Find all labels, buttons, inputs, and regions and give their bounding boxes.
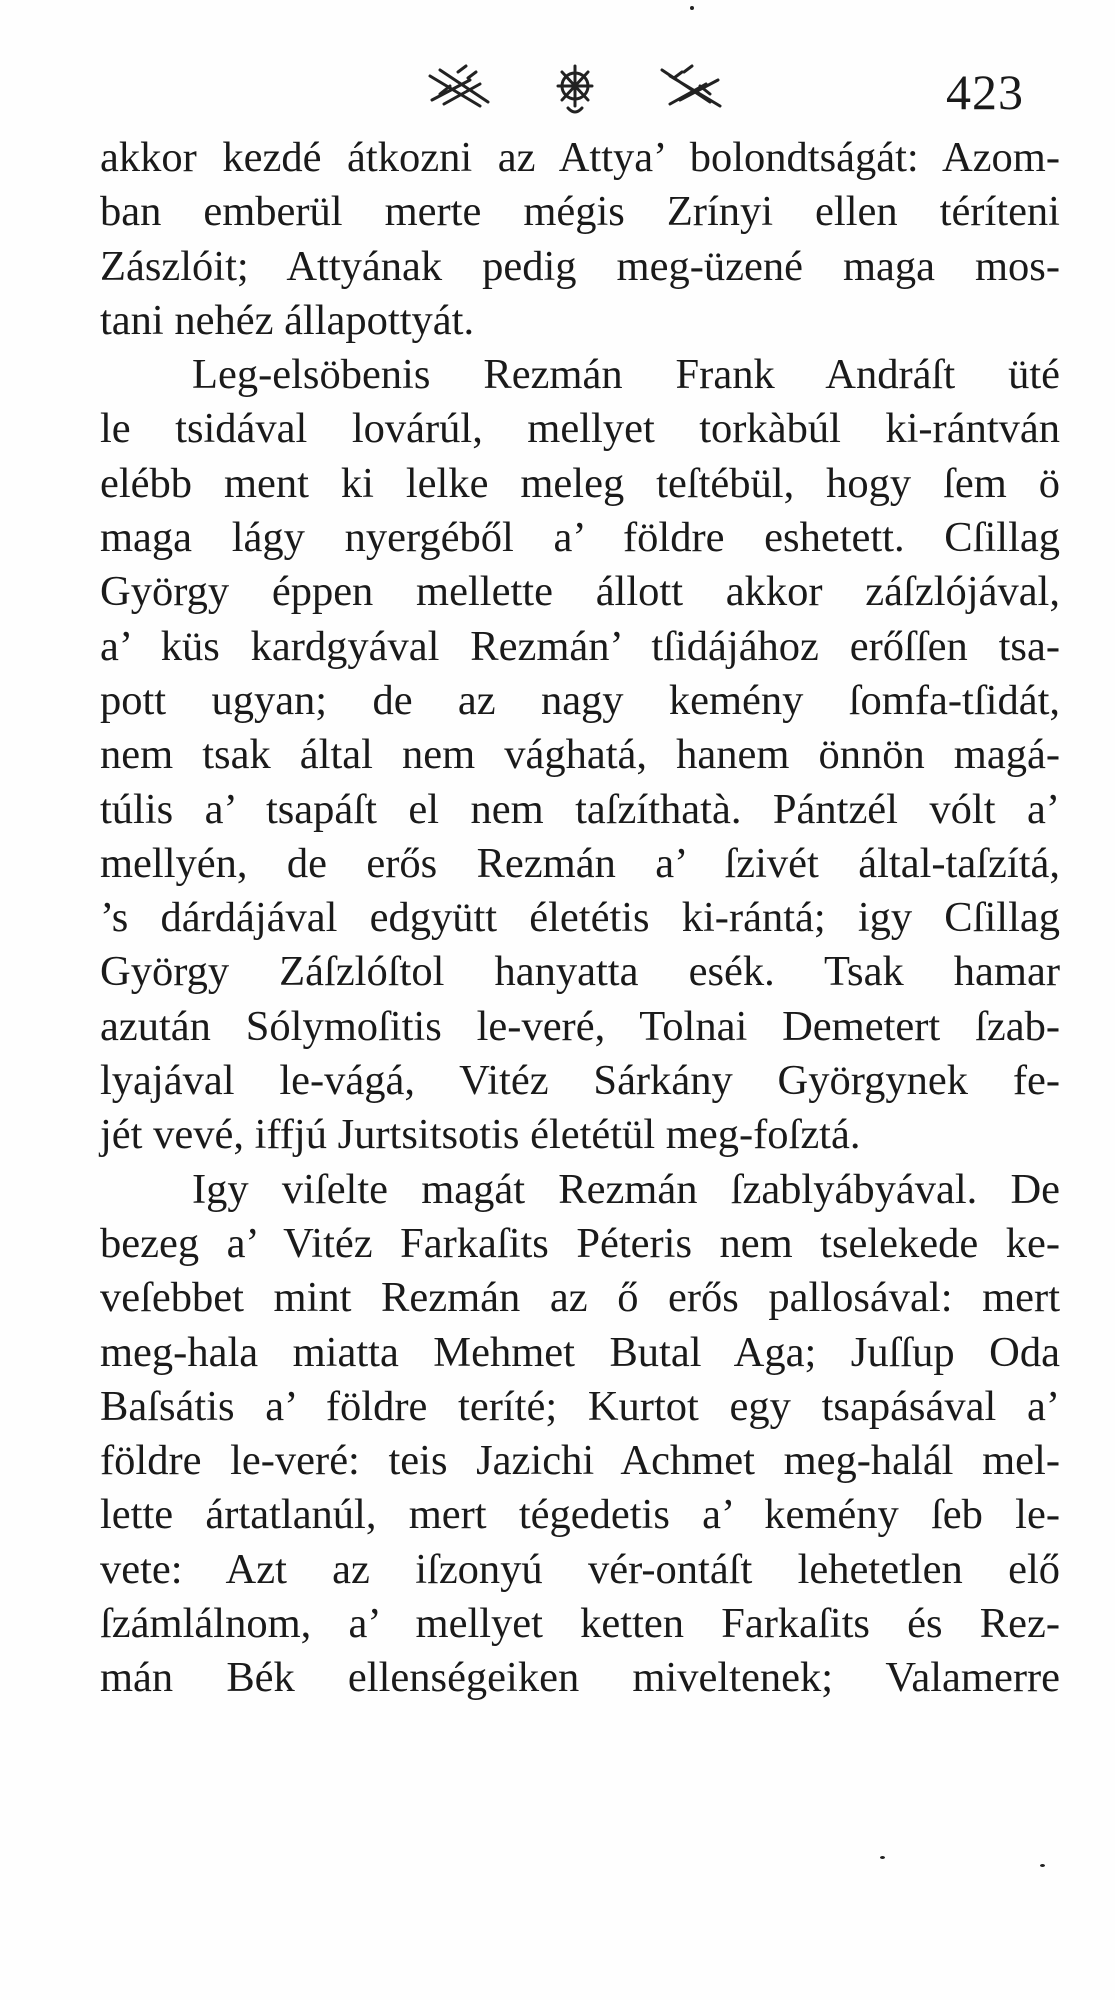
ink-speck: [690, 6, 694, 10]
ink-speck: [1040, 1864, 1045, 1867]
text-line: mán Bék ellenségeiken miveltenek; Valamerre: [100, 1654, 1060, 1702]
text-line: Baſsátis a’ földre teríté; Kurtot egy tsapásával a’: [100, 1382, 1060, 1430]
text-line: pott ugyan; de az nagy kemény ſomfa-tſidát,: [100, 676, 1060, 724]
text-line: nem tsak által nem vághatá, hanem önnön magá-: [100, 731, 1060, 779]
text-line: elébb ment ki lelke meleg teſtébül, hogy ſem ö: [100, 459, 1060, 507]
floral-headpiece-icon: [410, 58, 740, 118]
text-line: bezeg a’ Vitéz Farkaſits Péteris nem tselekede ke-: [100, 1219, 1060, 1267]
text-line: akkor kezdé átkozni az Attya’ bolondtságát: Azom-: [100, 134, 1060, 181]
body-text: [100, 131, 1060, 1706]
page-number: 423: [946, 64, 1024, 120]
text-line: Zászlóit; Attyának pedig meg-üzené maga mos-: [100, 242, 1060, 290]
text-line: ſzámlálnom, a’ mellyet ketten Farkaſits és Rez-: [100, 1600, 1060, 1648]
text-line: jét vevé, iffjú Jurtsitsotis életétül meg-foſztá.: [100, 1111, 861, 1159]
ink-speck: [880, 1856, 885, 1859]
text-line: tani nehéz állapottyát.: [100, 296, 475, 344]
text-line: ’s dárdájával edgyütt életétis ki-rántá; igy Cſillag: [100, 894, 1060, 942]
text-line: földre le-veré: teis Jazichi Achmet meg-halál mel-: [100, 1437, 1060, 1485]
text-line: ban emberül merte mégis Zrínyi ellen téríteni: [100, 188, 1060, 236]
text-line: Leg-elsöbenis Rezmán Frank Andráſt üté: [192, 351, 1060, 399]
text-line: György Záſzlóſtol hanyatta esék. Tsak hamar: [100, 948, 1060, 996]
text-line: meg-hala miatta Mehmet Butal Aga; Juſſup Oda: [100, 1328, 1060, 1376]
text-line: a’ küs kardgyával Rezmán’ tſidájához erőſſen tsa-: [100, 622, 1060, 670]
text-line: lyajával le-vágá, Vitéz Sárkány Györgynek fe-: [100, 1057, 1060, 1105]
text-line: mellyén, de erős Rezmán a’ ſzivét által-taſzítá,: [100, 839, 1060, 887]
text-line: vete: Azt az iſzonyú vér-ontáſt lehetetlen elő: [100, 1545, 1060, 1593]
text-line: lette ártatlanúl, mert tégedetis a’ kemény ſeb le-: [100, 1491, 1060, 1539]
text-line: maga lágy nyergéből a’ földre eshetett. Cſillag: [100, 514, 1060, 562]
page-header: [100, 58, 1060, 128]
text-line: le tsidával lovárúl, mellyet torkàbúl ki-rántván: [100, 405, 1060, 453]
text-line: veſebbet mint Rezmán az ő erős pallosával: mert: [100, 1274, 1060, 1322]
text-line: túlis a’ tsapáſt el nem taſzíthatà. Pántzél vólt a’: [100, 785, 1060, 833]
text-line: György éppen mellette állott akkor záſzlójával,: [100, 568, 1060, 616]
text-line: azután Sólymoſitis le-veré, Tolnai Demetert ſzab-: [100, 1002, 1060, 1050]
text-line: Igy viſelte magát Rezmán ſzablyábyával. De: [192, 1165, 1060, 1213]
